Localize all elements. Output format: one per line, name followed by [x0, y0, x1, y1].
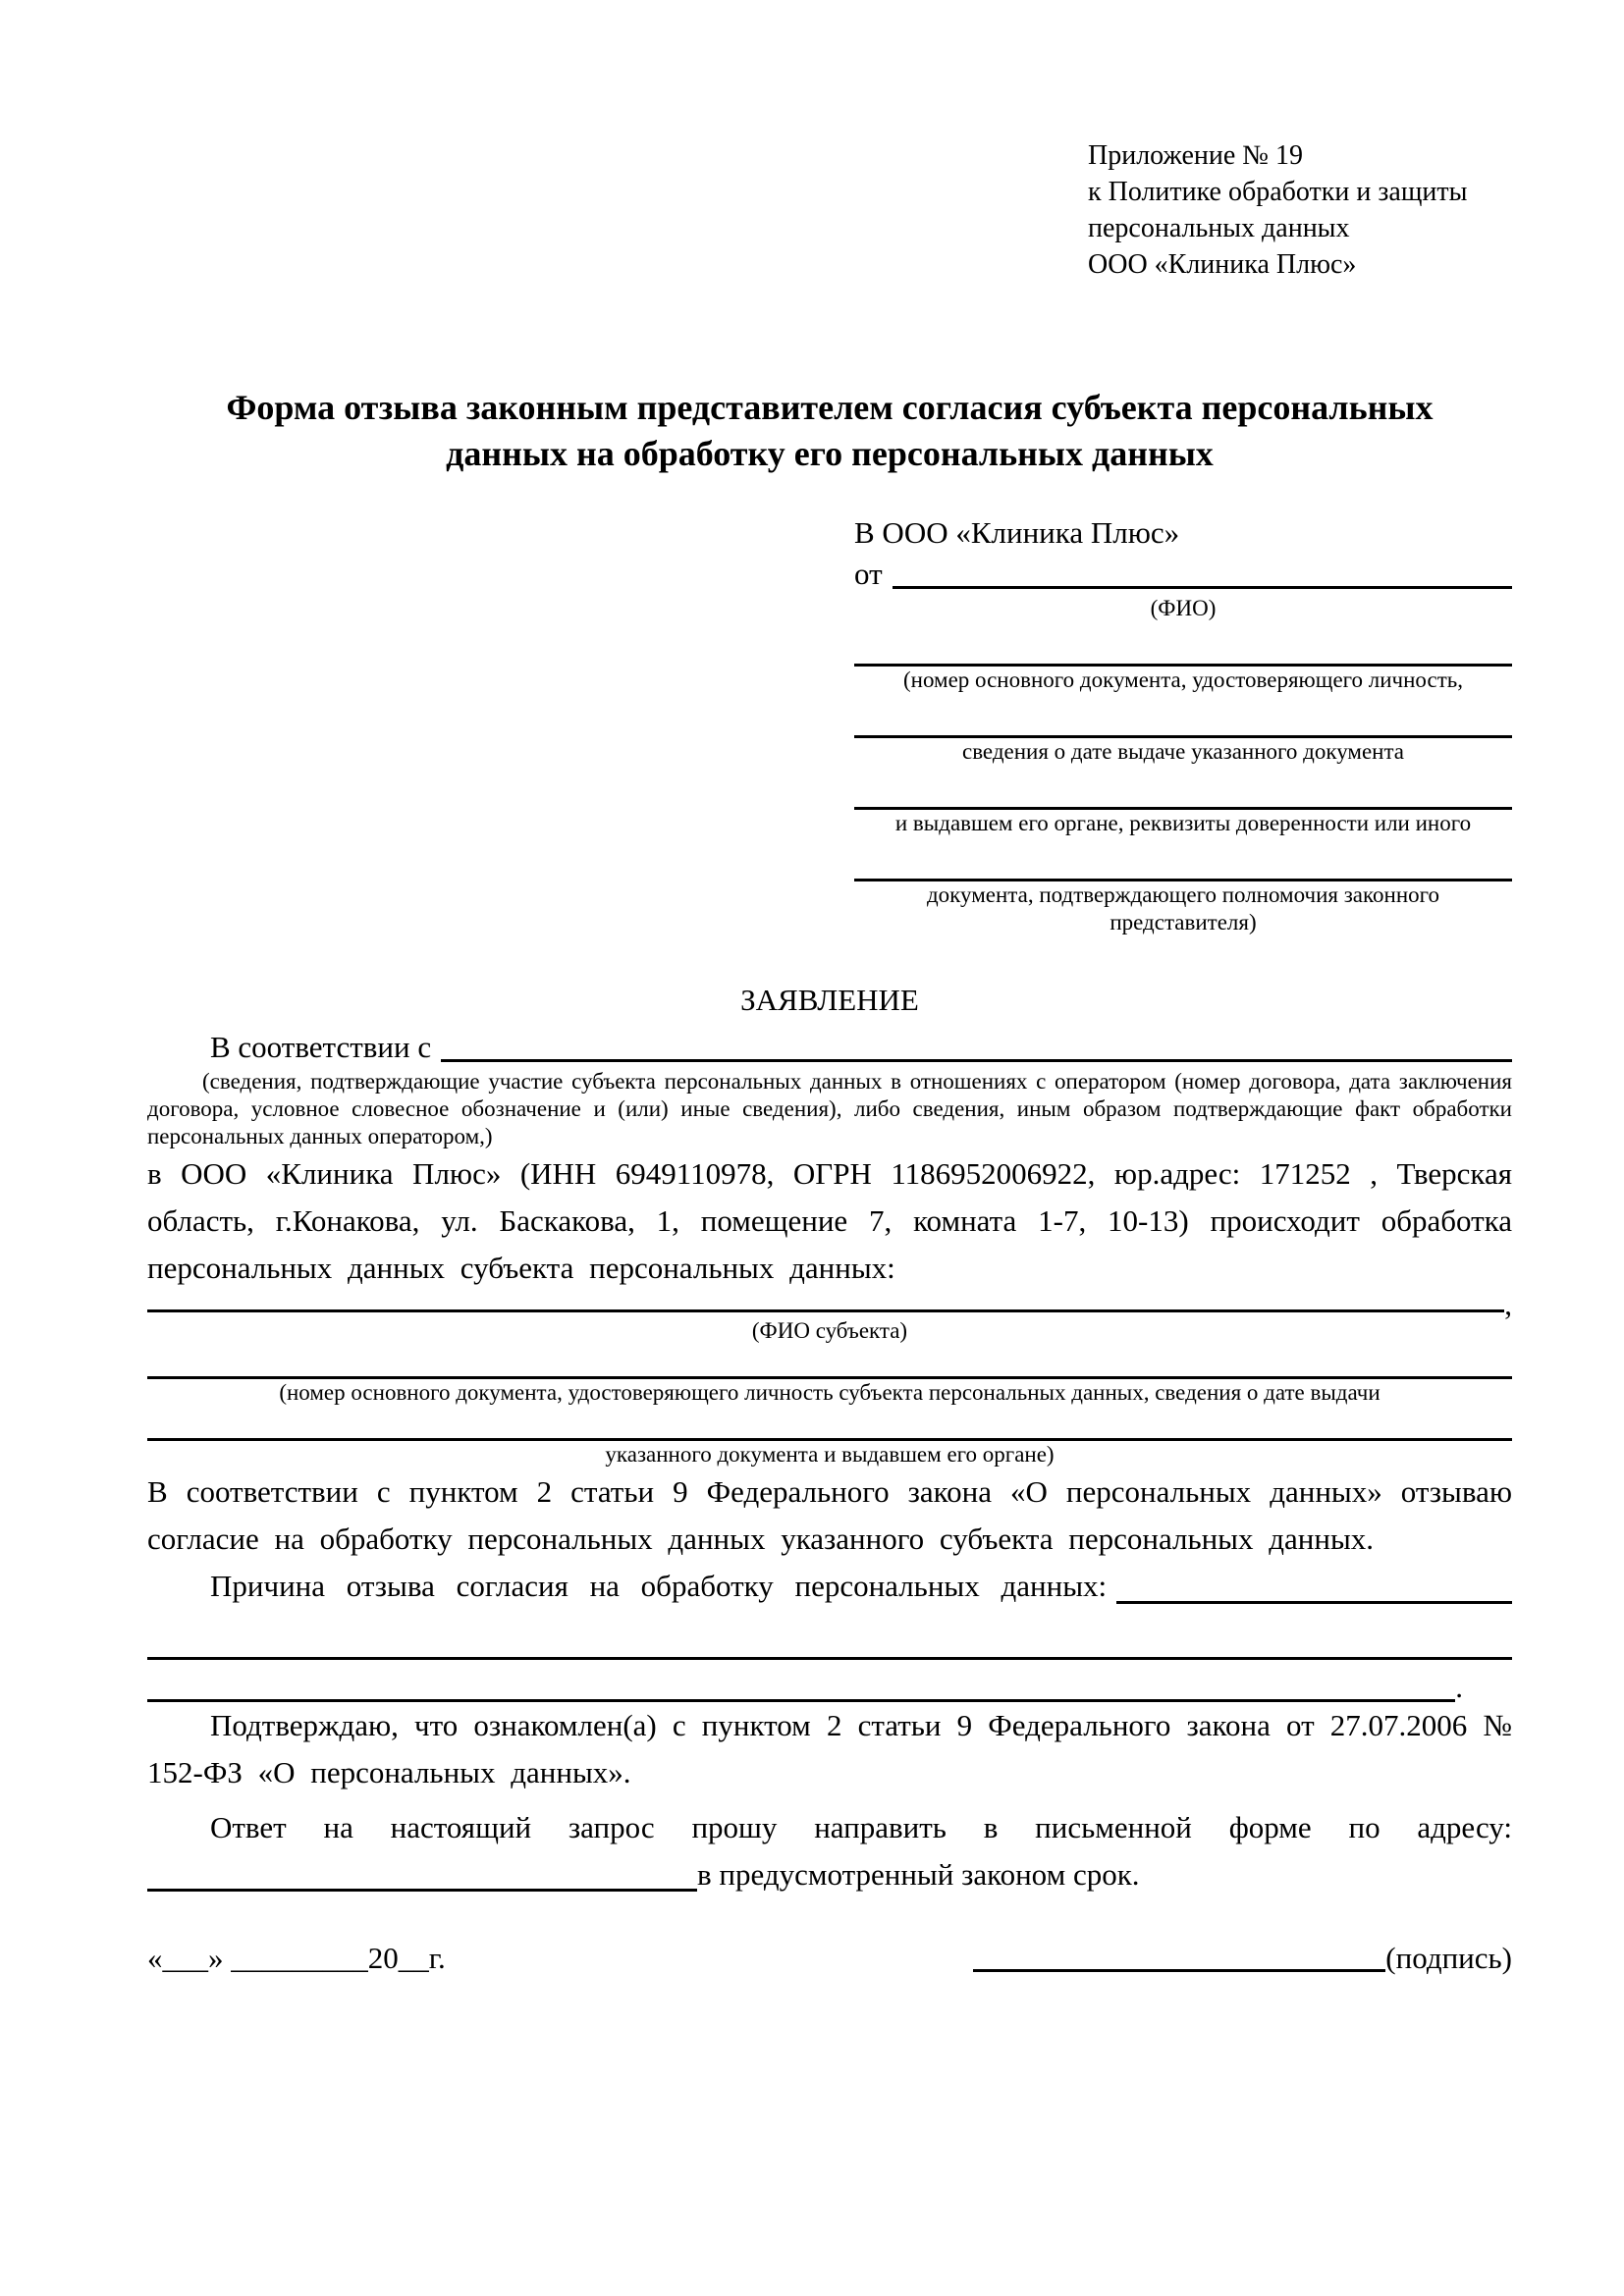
doc-caption: документа, подтверждающего полномочия законного представителя)	[926, 882, 1439, 934]
doc-caption: и выдавшем его органе, реквизиты доверенности или иного	[894, 811, 1472, 835]
reason-long-blank-row	[147, 1660, 1512, 1702]
from-label: от	[854, 557, 883, 591]
operator-paragraph: в ООО «Клиника Плюс» (ИНН 6949110978, ОГРН 1186952006922, юр.адрес: 171252 , Тверская область, г.Конакова, ул. Баскакова, 1, помещение 7, комната 1-7, 10-13) происходит обработка персональных данных субъекта персональных данных:	[147, 1156, 1512, 1285]
reason-long-blank-line	[147, 1660, 1455, 1702]
appendix-line: к Политике обработки и защиты	[1088, 177, 1468, 207]
appendix-block	[1088, 137, 1512, 283]
reply-address-row	[147, 1851, 1512, 1898]
subject-doc-blank-line	[147, 1416, 1512, 1441]
reply-deadline: в предусмотренный законом срок.	[697, 1857, 1140, 1892]
subject-doc-blank-line	[147, 1355, 1512, 1379]
acknowledgement-paragraph: Подтверждаю, что ознакомлен(а) с пунктом 2 статьи 9 Федерального закона от 27.07.2006 № 152-ФЗ «О персональных данных».	[147, 1708, 1512, 1789]
appendix-line: персональных данных	[1088, 213, 1350, 243]
intro-footnote: (сведения, подтверждающие участие субъекта персональных данных в отношениях с оператором (номер договора, дата заключения договора, условное словесное обозначение и (или) иные сведения), либо сведения, иным образом подтверждающие факт обработки персональных данных оператором,)	[147, 1069, 1512, 1148]
addressee-organization: В ООО «Клиника Плюс»	[854, 515, 1180, 550]
appendix-line: ООО «Клиника Плюс»	[1088, 249, 1357, 280]
date-line: «___» _________20__г.	[147, 1941, 446, 1975]
signature-blank-line	[973, 1940, 1385, 1972]
doc-caption: сведения о дате выдаче указанного документа	[961, 739, 1405, 764]
addressee-from-row	[854, 554, 1512, 595]
doc-caption: (номер основного документа, удостоверяющего личность,	[902, 667, 1463, 692]
reason-long-blank-line	[147, 1624, 1512, 1660]
statement-heading: ЗАЯВЛЕНИЕ	[740, 983, 919, 1017]
reason-line-period: .	[1455, 1670, 1463, 1704]
subject-fio-row	[147, 1287, 1512, 1321]
reason-row	[147, 1563, 1512, 1610]
intro-prefix: В соответствии с	[210, 1030, 432, 1064]
reply-address-blank-line	[147, 1851, 697, 1892]
intro-row	[147, 1027, 1512, 1068]
document-title: Форма отзыва законным представителем согласия субъекта персональных данных на обработку его персональных данных	[226, 388, 1434, 473]
fio-blank-line	[893, 554, 1512, 589]
doc-blank-line	[854, 772, 1512, 810]
subject-doc-caption: (номер основного документа, удостоверяющего личность субъекта персональных данных, сведения о дате выдачи	[279, 1380, 1380, 1405]
doc-blank-line	[854, 628, 1512, 667]
reason-blank-line	[1116, 1563, 1512, 1604]
reason-label: Причина отзыва согласия на обработку персональных данных:	[210, 1569, 1108, 1603]
appendix-line: Приложение № 19	[1088, 140, 1303, 171]
subject-fio-blank-line	[147, 1292, 1504, 1312]
intro-blank-line	[441, 1027, 1512, 1062]
addressee-block	[854, 512, 1512, 936]
withdrawal-paragraph: В соответствии с пунктом 2 статьи 9 Федерального закона «О персональных данных» отзываю согласие на обработку персональных данных указанного субъекта персональных данных.	[147, 1474, 1512, 1556]
signature-area	[973, 1938, 1512, 1979]
subject-fio-caption: (ФИО субъекта)	[751, 1318, 908, 1343]
reply-request: Ответ на настоящий запрос прошу направить в письменной форме по адресу:	[210, 1810, 1512, 1844]
subject-fio-comma: ,	[1504, 1287, 1512, 1321]
subject-doc-caption: указанного документа и выдавшем его органе)	[605, 1442, 1055, 1467]
doc-blank-line	[854, 843, 1512, 881]
signature-row	[147, 1938, 1512, 1979]
fio-caption: (ФИО)	[1150, 596, 1217, 620]
signature-caption: (подпись)	[1385, 1941, 1512, 1975]
doc-blank-line	[854, 700, 1512, 738]
